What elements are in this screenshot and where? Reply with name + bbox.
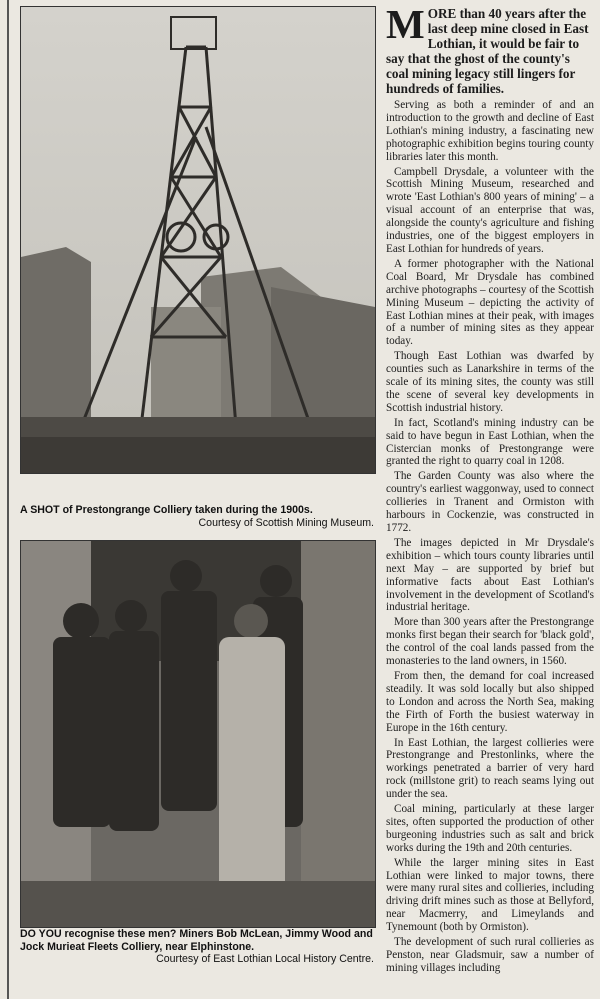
article-paragraph: Coal mining, particularly at these larger sites, often supported the production of other burgeoning industries such as salt and brick works during the 19th and 20th centuries.: [386, 803, 594, 854]
colliery-illustration: [21, 7, 375, 473]
article-paragraph: While the larger mining sites in East Lothian were linked to major towns, there were many rural sites and collieries, including driving drift mines such as those at Bellyford, near Macmerry, and Limeylands and Tynemount (both by Ormiston).: [386, 856, 594, 934]
miners-illustration: [21, 541, 375, 927]
article-paragraph: A former photographer with the National Coal Board, Mr Drysdale has combined archive photographs – courtesy of the Scottish Mining Museum – depicting the activity of East Lothian mines at their peak, with images of a number of mining sites as they appear today.: [386, 257, 594, 348]
article-paragraph: The development of such rural collieries as Penston, near Gladsmuir, saw a number of mining villages including: [386, 936, 594, 974]
article-paragraph: From then, the demand for coal increased steadily. It was sold locally but also shipped to London and across the North Sea, making the Firth of Forth the busiest waterway in Europe in the 16th century.: [386, 669, 594, 734]
photo1-caption: A SHOT of Prestongrange Colliery taken during the 1900s.: [20, 504, 313, 516]
article-paragraph: Campbell Drysdale, a volunteer with the Scottish Mining Museum, researched and wrote 'East Lothian's 800 years of mining' – a visual account of an enterprise that was, alongside the county's agriculture and fishing industries, one of the biggest employers in East Lothian for hundreds of years.: [386, 165, 594, 255]
column-rule: [7, 0, 9, 999]
drop-cap: M: [386, 1, 425, 47]
article-paragraph: Serving as both a reminder of and an introduction to the growth and decline of East Lothian's mining industry, a fascinating new photographic exhibition begins touring county libraries later this month.: [386, 99, 594, 163]
article-column: [386, 1, 594, 977]
photo2-caption: DO YOU recognise these men? Miners Bob McLean, Jimmy Wood and Jock Murieat Fleets Colliery, near Elphinstone.: [20, 928, 373, 953]
photo2-caption-block: [20, 928, 374, 966]
miners-photo: [20, 540, 376, 928]
photo1-credit: Courtesy of Scottish Mining Museum.: [198, 516, 374, 529]
article-paragraph: Though East Lothian was dwarfed by counties such as Lanarkshire in terms of the scale of its mining sites, the county was still the scene of several key developments in Scottish industrial history.: [386, 350, 594, 414]
colliery-photo: [20, 6, 376, 474]
article-paragraph: In fact, Scotland's mining industry can be said to have begun in East Lothian, when the Cistercian monks of Prestongrange were granted the right to quarry coal in 1208.: [386, 416, 594, 468]
article-paragraph: In East Lothian, the largest collieries were Prestongrange and Prestonlinks, where the workings penetrated a barrier of very hard rock (millstone grit) to reach seams lying out under the sea.: [386, 736, 594, 801]
lede-text: ORE than 40 years after the last deep mine closed in East Lothian, it would be fair to say that the ghost of the county's coal mining legacy still lingers for hundreds of families.: [386, 6, 589, 96]
photo2-credit: Courtesy of East Lothian Local History Centre.: [156, 953, 374, 965]
photo1-caption-block: [20, 504, 374, 529]
article-paragraph: The Garden County was also where the country's earliest waggonway, used to connect collieries in Tranent and Ormiston with harbours in Cockenzie, was constructed in 1772.: [386, 470, 594, 534]
article-lede: [386, 1, 594, 96]
article-paragraph: The images depicted in Mr Drysdale's exhibition – which tours county libraries until next May – are supported by brief but informative facts about East Lothian's involvement in the development of Scotland's industrial heritage.: [386, 536, 594, 614]
article-paragraph: More than 300 years after the Prestongrange monks first began their search for 'black gold', the control of the coal lands passed from the monasteries to the land owners, in 1560.: [386, 616, 594, 668]
